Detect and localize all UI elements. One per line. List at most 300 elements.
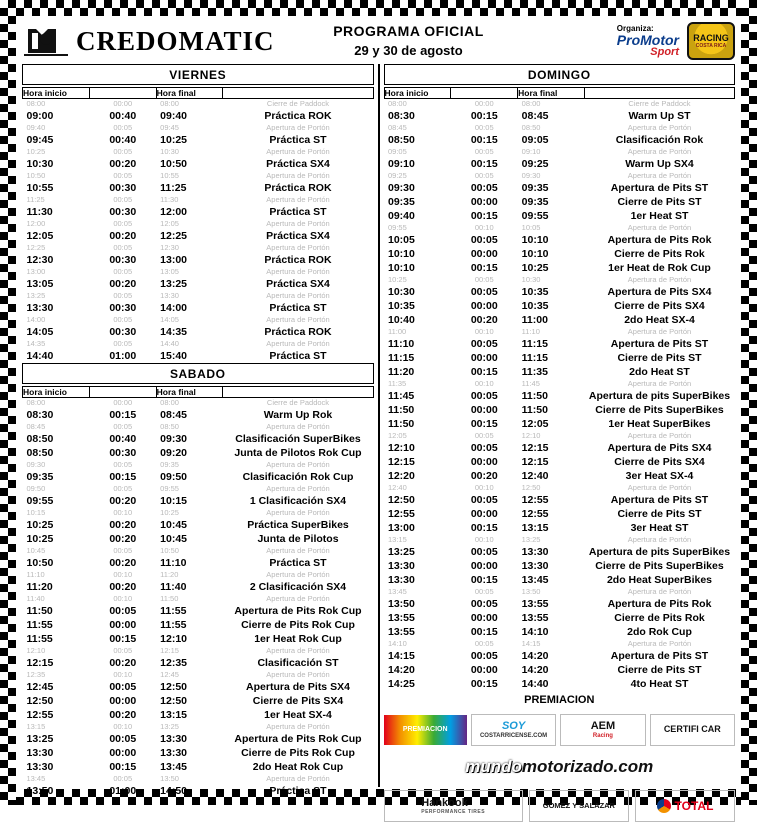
cell-end: 09:55 — [160, 484, 179, 493]
table-row — [384, 507, 735, 521]
cell-end: 13:45 — [521, 574, 549, 586]
cell-start: 13:50 — [26, 785, 54, 797]
cell-start: 08:45 — [26, 422, 46, 431]
cell-event: Apertura de Portón — [266, 670, 330, 679]
cell-event: Apertura de Portón — [627, 327, 692, 336]
table-row — [23, 195, 374, 205]
cell-dur: 00:05 — [109, 605, 137, 617]
cell-start: 10:40 — [388, 314, 415, 326]
cell-start: 11:20 — [26, 581, 53, 593]
cell-dur: 00:00 — [470, 248, 498, 260]
cell-end: 12:25 — [160, 230, 188, 242]
cell-end: 11:55 — [160, 619, 187, 631]
cell-end: 12:10 — [160, 633, 188, 645]
cell-start: 09:40 — [388, 210, 415, 222]
cell-end: 14:05 — [160, 315, 179, 324]
cell-start: 09:30 — [26, 460, 46, 469]
cell-end: 13:05 — [160, 267, 179, 276]
table-row — [23, 646, 374, 656]
cell-end: 08:50 — [521, 123, 541, 132]
table-row — [384, 123, 735, 133]
cell-event: Cierre de Pits ST — [617, 196, 702, 208]
cell-dur: 00:05 — [470, 546, 498, 558]
program-dates: 29 y 30 de agosto — [354, 43, 463, 59]
cell-dur: 00:40 — [109, 433, 137, 445]
cell-start: 09:45 — [26, 134, 54, 146]
cell-end: 13:55 — [521, 612, 549, 624]
sponsor-rainbow-sponsor — [384, 715, 467, 745]
cell-start: 11:55 — [26, 633, 53, 645]
cell-dur: 00:05 — [474, 275, 494, 284]
cell-dur: 00:05 — [470, 182, 498, 194]
cell-event: Cierre de Paddock — [266, 398, 330, 407]
table-row — [384, 493, 735, 507]
cell-start: 11:50 — [26, 605, 53, 617]
cell-end: 12:35 — [160, 657, 188, 669]
cell-event: Apertura de Portón — [266, 339, 330, 348]
cell-start: 14:10 — [388, 639, 407, 648]
cell-end: 15:40 — [160, 350, 188, 362]
cell-end: 12:30 — [160, 243, 179, 252]
cell-end: 09:30 — [521, 171, 541, 180]
checkered-border-top — [0, 0, 757, 16]
cell-dur: 00:20 — [109, 158, 137, 170]
cell-event: Apertura de Portón — [627, 587, 692, 596]
cell-event: Apertura de Portón — [266, 460, 330, 469]
cell-event: Apertura de Portón — [266, 570, 330, 579]
cell-start: 13:55 — [388, 626, 415, 638]
cell-end: 10:25 — [160, 134, 188, 146]
promotor-line1: ProMotor — [616, 32, 679, 49]
cell-event: Cierre de Pits Rok Cup — [241, 619, 355, 631]
table-row — [384, 455, 735, 469]
cell-event: 2do Heat Rok Cup — [252, 761, 344, 773]
day-title: SABADO — [22, 363, 374, 384]
table-header-row — [23, 88, 374, 99]
cell-event: Junta de Pilotos Rok Cup — [234, 447, 362, 459]
table-row — [23, 291, 374, 301]
table-row — [384, 157, 735, 171]
cell-dur: 00:05 — [470, 598, 498, 610]
cell-dur: 00:05 — [113, 147, 133, 156]
table-row — [23, 494, 374, 508]
day-block-domingo — [384, 64, 736, 706]
cell-event: Apertura de Portón — [627, 147, 692, 156]
cell-start: 13:25 — [26, 733, 54, 745]
cell-event: Práctica ST — [269, 206, 327, 218]
sponsor-certificar — [650, 714, 735, 746]
cell-event: 2do Rok Cup — [627, 626, 692, 638]
cell-dur: 00:20 — [470, 470, 498, 482]
cell-event: Apertura de Portón — [266, 546, 330, 555]
racing-badge-icon — [687, 22, 735, 60]
cell-event: Cierre de Pits SuperBikes — [595, 404, 724, 416]
cell-start: 11:10 — [388, 338, 415, 350]
sponsor-label: SOY COSTARRICENSE.COM — [479, 720, 548, 739]
cell-start: 14:40 — [26, 350, 54, 362]
cell-start: 12:15 — [388, 456, 415, 468]
cell-start: 10:10 — [388, 248, 415, 260]
table-row — [23, 205, 374, 219]
cell-end: 14:35 — [160, 326, 188, 338]
cell-start: 13:30 — [388, 560, 415, 572]
racing-badge-line2: COSTA RICA — [695, 42, 727, 49]
day-title: VIERNES — [22, 64, 374, 85]
cell-dur: 00:00 — [470, 560, 498, 572]
cell-dur: 00:05 — [474, 147, 494, 156]
cell-dur: 00:10 — [113, 670, 133, 679]
table-row — [23, 123, 374, 133]
sponsor-label: GOMEZ Y SALAZAR — [542, 800, 615, 810]
cell-start: 10:30 — [388, 286, 415, 298]
table-row — [23, 267, 374, 277]
organizer-block — [505, 22, 735, 60]
cell-end: 12:00 — [160, 206, 188, 218]
cell-end: 08:00 — [521, 99, 541, 108]
cell-end: 12:55 — [521, 508, 549, 520]
cell-start: 10:25 — [388, 275, 407, 284]
cell-start: 10:10 — [388, 262, 415, 274]
cell-end: 12:05 — [160, 219, 179, 228]
cell-event: Apertura de Portón — [266, 774, 330, 783]
cell-end: 13:00 — [160, 254, 188, 266]
cell-end: 11:55 — [160, 605, 187, 617]
cell-start: 09:25 — [388, 171, 407, 180]
page-header — [16, 16, 741, 64]
cell-dur: 00:15 — [470, 262, 498, 274]
table-row — [384, 431, 735, 441]
cell-event: Cierre de Paddock — [266, 99, 330, 108]
cell-dur: 00:15 — [470, 418, 498, 430]
table-row — [384, 545, 735, 559]
cell-event: Cierre de Pits SX4 — [614, 456, 705, 468]
cell-end: 14:20 — [521, 650, 549, 662]
cell-start: 10:50 — [26, 171, 46, 180]
cell-event: Apertura de Pits Rok — [607, 234, 712, 246]
cell-event: Apertura de Pits Rok — [607, 598, 712, 610]
cell-start: 11:10 — [26, 570, 45, 579]
schedule-table — [22, 386, 374, 798]
cell-event: Apertura de Pits ST — [610, 338, 709, 350]
cell-end: 13:55 — [521, 598, 549, 610]
cell-dur: 00:15 — [470, 366, 498, 378]
cell-start: 11:55 — [26, 619, 53, 631]
cell-start: 14:20 — [388, 664, 415, 676]
table-row — [23, 133, 374, 147]
cell-event: Cierre de Pits SuperBikes — [595, 560, 724, 572]
table-row — [384, 639, 735, 649]
cell-event: Apertura de Pits SX4 — [607, 442, 712, 454]
column-header-end: Hora final — [156, 88, 223, 99]
table-row — [23, 632, 374, 646]
table-row — [384, 313, 735, 327]
cell-end: 13:50 — [160, 774, 179, 783]
cell-end: 11:50 — [160, 594, 179, 603]
table-row — [384, 611, 735, 625]
cell-event: 1er Heat ST — [630, 210, 689, 222]
cell-end: 11:10 — [521, 327, 540, 336]
cell-start: 10:50 — [26, 557, 54, 569]
table-row — [23, 680, 374, 694]
column-header-start: Hora inicio — [23, 387, 90, 398]
cell-end: 14:40 — [521, 678, 549, 690]
cell-event: Práctica ST — [269, 302, 327, 314]
sponsor-sublabel: PERFORMANCE TIRES — [421, 809, 486, 815]
cell-start: 12:40 — [388, 483, 407, 492]
table-row — [23, 618, 374, 632]
cell-end: 08:50 — [160, 422, 179, 431]
cell-start: 12:25 — [26, 243, 46, 252]
cell-end: 13:25 — [160, 278, 188, 290]
cell-start: 13:30 — [26, 761, 54, 773]
table-row — [384, 195, 735, 209]
table-row — [23, 422, 374, 432]
cell-start: 10:45 — [26, 546, 46, 555]
table-row — [384, 327, 735, 337]
cell-end: 10:45 — [160, 533, 188, 545]
cell-start: 10:25 — [26, 519, 54, 531]
cell-end: 08:45 — [521, 110, 549, 122]
cell-end: 09:10 — [521, 147, 541, 156]
cell-dur: 00:05 — [113, 315, 133, 324]
cell-end: 09:50 — [160, 471, 188, 483]
mundo-word: mundo — [465, 757, 522, 776]
cell-end: 09:05 — [521, 134, 549, 146]
lion-head-icon — [22, 23, 70, 59]
table-row — [384, 677, 735, 691]
cell-end: 11:20 — [160, 570, 179, 579]
cell-dur: 00:00 — [470, 508, 498, 520]
cell-event: Apertura de Portón — [266, 646, 330, 655]
table-row — [384, 559, 735, 573]
cell-event: 1er Heat SuperBikes — [608, 418, 711, 430]
table-row — [384, 365, 735, 379]
table-row — [384, 275, 735, 285]
checkered-border-right — [741, 0, 757, 805]
cell-start: 13:00 — [26, 267, 46, 276]
cell-end: 13:30 — [160, 733, 188, 745]
cell-dur: 00:00 — [470, 300, 498, 312]
cell-start: 13:00 — [388, 522, 415, 534]
table-row — [384, 147, 735, 157]
table-row — [384, 299, 735, 313]
day-block-viernes — [22, 64, 374, 363]
table-row — [23, 315, 374, 325]
table-row — [23, 746, 374, 760]
cell-end: 14:10 — [521, 626, 549, 638]
table-row — [384, 109, 735, 123]
sponsor-label: AEM Racing — [590, 720, 616, 739]
table-row — [23, 460, 374, 470]
cell-dur: 00:00 — [470, 664, 498, 676]
cell-end: 12:40 — [521, 470, 549, 482]
cell-dur: 00:15 — [470, 678, 498, 690]
cell-start: 12:05 — [388, 431, 407, 440]
cell-start: 10:25 — [26, 147, 46, 156]
sponsor-aem-racing — [560, 714, 645, 746]
table-row — [23, 556, 374, 570]
cell-event: Práctica ST — [269, 134, 327, 146]
sponsor-label: TOTAL — [674, 799, 714, 813]
cell-end: 13:45 — [160, 761, 188, 773]
cell-dur: 00:15 — [109, 633, 137, 645]
cell-dur: 00:10 — [474, 223, 494, 232]
cell-dur: 00:05 — [109, 733, 137, 745]
cell-dur: 00:00 — [113, 99, 133, 108]
cell-event: Apertura de Portón — [266, 171, 330, 180]
sponsor-total — [635, 790, 735, 822]
cell-event: Apertura de Portón — [627, 171, 692, 180]
cell-start: 08:00 — [26, 398, 46, 407]
cell-start: 13:15 — [26, 722, 46, 731]
cell-start: 11:50 — [388, 404, 415, 416]
cell-start: 14:25 — [388, 678, 415, 690]
cell-start: 12:45 — [26, 681, 54, 693]
cell-event: 1er Heat de Rok Cup — [608, 262, 711, 274]
cell-dur: 00:20 — [109, 519, 137, 531]
cell-event: Apertura de Pits SX4 — [607, 286, 712, 298]
cell-start: 09:00 — [26, 110, 54, 122]
table-row — [23, 708, 374, 722]
cell-end: 12:15 — [521, 442, 549, 454]
cell-event: Apertura de Portón — [266, 195, 330, 204]
cell-start: 11:25 — [26, 195, 45, 204]
cell-start: 08:50 — [388, 134, 415, 146]
program-title — [312, 23, 505, 60]
cell-dur: 00:05 — [113, 774, 133, 783]
table-row — [384, 417, 735, 431]
schedule-table — [22, 87, 374, 363]
cell-dur: 00:40 — [109, 134, 137, 146]
cell-event: Apertura de Portón — [266, 594, 330, 603]
cell-dur: 00:30 — [109, 302, 137, 314]
cell-dur: 00:05 — [470, 442, 498, 454]
table-row — [23, 732, 374, 746]
cell-end: 12:50 — [160, 695, 188, 707]
cell-end: 10:35 — [521, 300, 549, 312]
brand-name: CREDOMATIC — [76, 25, 275, 56]
cell-dur: 00:00 — [109, 695, 137, 707]
table-row — [384, 597, 735, 611]
cell-start: 13:15 — [388, 535, 407, 544]
cell-end: 14:00 — [160, 302, 188, 314]
cell-dur: 00:05 — [113, 291, 133, 300]
table-row — [23, 147, 374, 157]
cell-event: Apertura de Pits ST — [610, 182, 709, 194]
cell-end: 10:35 — [521, 286, 549, 298]
table-row — [23, 518, 374, 532]
table-row — [23, 99, 374, 110]
cell-end: 12:15 — [521, 456, 549, 468]
table-header-row — [23, 387, 374, 398]
cell-start: 11:15 — [388, 352, 415, 364]
cell-end: 13:25 — [521, 535, 541, 544]
cell-event: Apertura de Portón — [627, 223, 692, 232]
cell-start: 13:45 — [388, 587, 407, 596]
cell-start: 09:50 — [26, 484, 46, 493]
cell-start: 08:45 — [388, 123, 407, 132]
table-row — [23, 760, 374, 774]
cell-dur: 00:00 — [109, 747, 137, 759]
cell-event: Práctica SuperBikes — [247, 519, 349, 531]
cell-start: 12:30 — [26, 254, 54, 266]
table-row — [23, 570, 374, 580]
table-header-row — [384, 88, 735, 99]
racing-badge-line1: RACING — [693, 32, 729, 43]
table-row — [23, 694, 374, 708]
cell-event: Práctica ROK — [264, 110, 332, 122]
cell-dur: 00:15 — [470, 134, 498, 146]
cell-event: Warm Up Rok — [263, 409, 333, 421]
cell-end: 12:50 — [160, 681, 188, 693]
cell-start: 12:05 — [26, 230, 54, 242]
cell-dur: 00:05 — [109, 681, 137, 693]
cell-start: 11:50 — [388, 418, 415, 430]
column-header-end: Hora final — [518, 88, 585, 99]
cell-dur: 00:20 — [109, 581, 137, 593]
cell-start: 12:10 — [388, 442, 415, 454]
cell-event: Apertura de Portón — [266, 722, 330, 731]
cell-end: 10:50 — [160, 546, 179, 555]
table-row — [23, 432, 374, 446]
checkered-border-left — [0, 0, 16, 805]
cell-event: Clasificación Rok Cup — [242, 471, 354, 483]
cell-start: 12:55 — [388, 508, 415, 520]
cell-start: 09:35 — [388, 196, 415, 208]
table-row — [384, 351, 735, 365]
table-row — [23, 546, 374, 556]
cell-end: 12:10 — [521, 431, 541, 440]
cell-event: Cierre de Pits Rok — [614, 612, 705, 624]
cell-event: Práctica SX4 — [266, 158, 330, 170]
table-row — [384, 649, 735, 663]
cell-dur: 00:30 — [109, 254, 137, 266]
cell-end: 11:15 — [521, 352, 548, 364]
cell-event: Apertura de Portón — [266, 508, 330, 517]
cell-dur: 00:05 — [113, 195, 133, 204]
schedule-columns — [16, 64, 741, 815]
cell-end: 09:35 — [160, 460, 179, 469]
cell-end: 10:05 — [521, 223, 541, 232]
table-row — [23, 301, 374, 315]
cell-event: Cierre de Pits ST — [617, 664, 702, 676]
total-logo-icon — [657, 799, 671, 813]
table-row — [23, 229, 374, 243]
cell-dur: 00:05 — [113, 484, 133, 493]
cell-dur: 00:10 — [113, 594, 133, 603]
table-row — [384, 587, 735, 597]
cell-event: Cierre de Pits Rok Cup — [241, 747, 355, 759]
table-row — [23, 109, 374, 123]
cell-end: 14:20 — [521, 664, 549, 676]
column-header-event — [584, 88, 734, 99]
cell-end: 08:45 — [160, 409, 188, 421]
cell-event: 2do Heat SuperBikes — [606, 574, 713, 586]
cell-end: 08:00 — [160, 398, 179, 407]
cell-start: 14:05 — [26, 326, 54, 338]
cell-end: 13:30 — [521, 546, 549, 558]
cell-end: 10:30 — [160, 147, 179, 156]
cell-end: 09:40 — [160, 110, 188, 122]
cell-start: 11:00 — [388, 327, 407, 336]
cell-event: Apertura de Portón — [266, 267, 330, 276]
cell-dur: 00:05 — [113, 646, 133, 655]
cell-start: 12:00 — [26, 219, 46, 228]
column-header-event — [223, 387, 373, 398]
cell-dur: 00:15 — [109, 409, 137, 421]
cell-event: Apertura de Portón — [266, 422, 330, 431]
cell-dur: 00:20 — [109, 230, 137, 242]
